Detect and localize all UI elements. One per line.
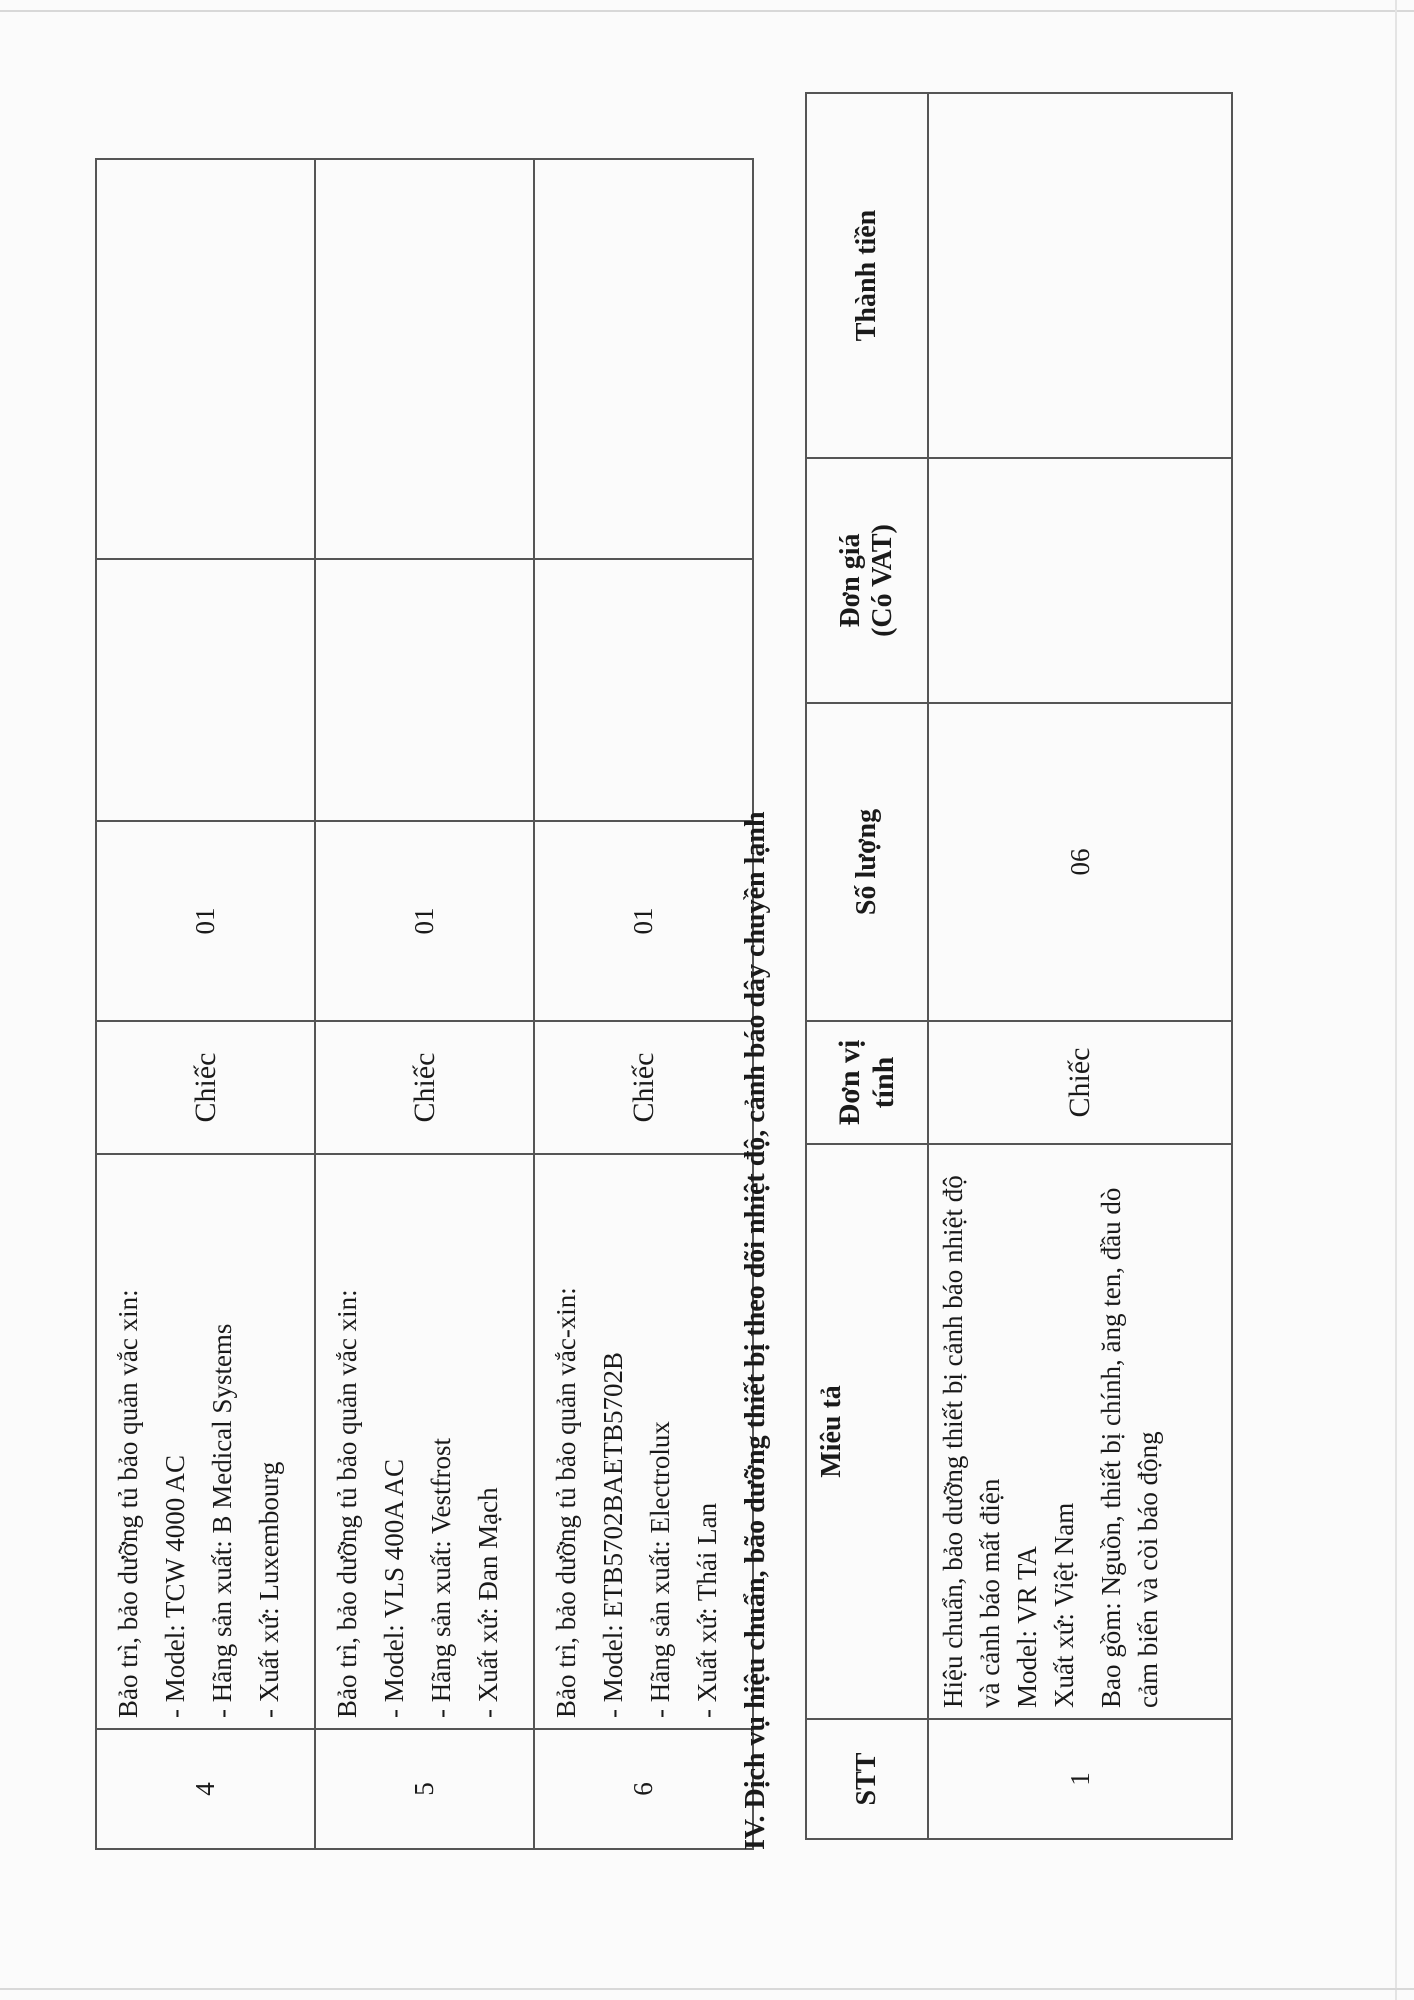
row-unit-price: [534, 559, 753, 821]
desc-line: Bảo trì, bảo dưỡng tủ bảo quản vắc xin:: [113, 1289, 143, 1718]
row-stt: 1: [928, 1719, 1232, 1839]
row-unit: Chiếc: [315, 1021, 534, 1154]
header-price-line2: (Có VAT): [867, 524, 898, 637]
desc-paragraph: Model: VR TA: [1012, 1546, 1042, 1708]
desc-paragraph: Bao gồm: Nguồn, thiết bị chính, ăng ten, đầu dò cảm biến và còi báo động: [1096, 1187, 1163, 1708]
header-description: Miêu tả: [806, 1144, 928, 1719]
desc-line: - Hãng sản xuất: Vestfrost: [426, 1438, 456, 1718]
header-quantity: Số lượng: [806, 703, 928, 1021]
row-stt: 4: [96, 1729, 315, 1849]
row-total: [928, 93, 1232, 458]
row-unit: Chiếc: [534, 1021, 753, 1154]
header-unit-price: [806, 458, 928, 703]
table-row: [315, 159, 534, 1849]
row-quantity: 06: [928, 703, 1232, 1021]
row-total: [96, 159, 315, 559]
desc-line: - Xuất xứ: Đan Mạch: [473, 1487, 503, 1718]
header-stt: STT: [806, 1719, 928, 1839]
row-description: [96, 1154, 315, 1729]
table-row: [928, 93, 1232, 1839]
row-unit: Chiếc: [928, 1021, 1232, 1144]
table-header-row: [806, 93, 928, 1839]
header-unit-line1: Đơn vị: [833, 1039, 866, 1126]
desc-paragraph: Hiệu chuẩn, bảo dưỡng thiết bị cảnh báo nhiệt độ và cảnh báo mất điện: [938, 1175, 1005, 1708]
row-unit: Chiếc: [96, 1021, 315, 1154]
row-description: [534, 1154, 753, 1729]
equipment-table-continuation: [95, 158, 754, 1850]
desc-line: - Model: VLS 400A AC: [379, 1458, 409, 1718]
row-description: [928, 1144, 1232, 1719]
row-stt: 6: [534, 1729, 753, 1849]
desc-line: - Hãng sản xuất: B Medical Systems: [207, 1323, 237, 1718]
row-stt: 5: [315, 1729, 534, 1849]
desc-paragraph: Xuất xứ: Việt Nam: [1049, 1502, 1079, 1708]
row-unit-price: [928, 458, 1232, 703]
desc-line: - Model: TCW 4000 AC: [160, 1454, 190, 1718]
desc-line: - Hãng sản xuất: Electrolux: [645, 1421, 675, 1718]
row-unit-price: [96, 559, 315, 821]
calibration-service-table: [805, 92, 1233, 1840]
desc-line: - Xuất xứ: Luxembourg: [254, 1461, 284, 1718]
row-quantity: 01: [96, 821, 315, 1021]
table-row: [534, 159, 753, 1849]
desc-line: - Xuất xứ: Thái Lan: [692, 1502, 722, 1718]
row-unit-price: [315, 559, 534, 821]
desc-line: Bảo trì, bảo dưỡng tủ bảo quản vắc-xin:: [551, 1287, 581, 1718]
row-quantity: 01: [315, 821, 534, 1021]
row-total: [315, 159, 534, 559]
desc-line: Bảo trì, bảo dưỡng tủ bảo quản vắc xin:: [332, 1289, 362, 1718]
row-total: [534, 159, 753, 559]
section-iv-heading: IV. Dịch vụ hiệu chuẩn, bão dưỡng thiết bị theo dõi nhiệt độ, cảnh báo dây chuyền lạnh: [740, 811, 771, 1850]
row-description: [315, 1154, 534, 1729]
header-price-line1: Đơn giá: [835, 533, 866, 628]
desc-line: - Model: ETB5702BAETB5702B: [598, 1352, 628, 1718]
row-quantity: 01: [534, 821, 753, 1021]
header-total: Thành tiền: [806, 93, 928, 458]
table-row: [96, 159, 315, 1849]
header-unit: [806, 1021, 928, 1144]
header-unit-line2: tính: [867, 1056, 900, 1109]
